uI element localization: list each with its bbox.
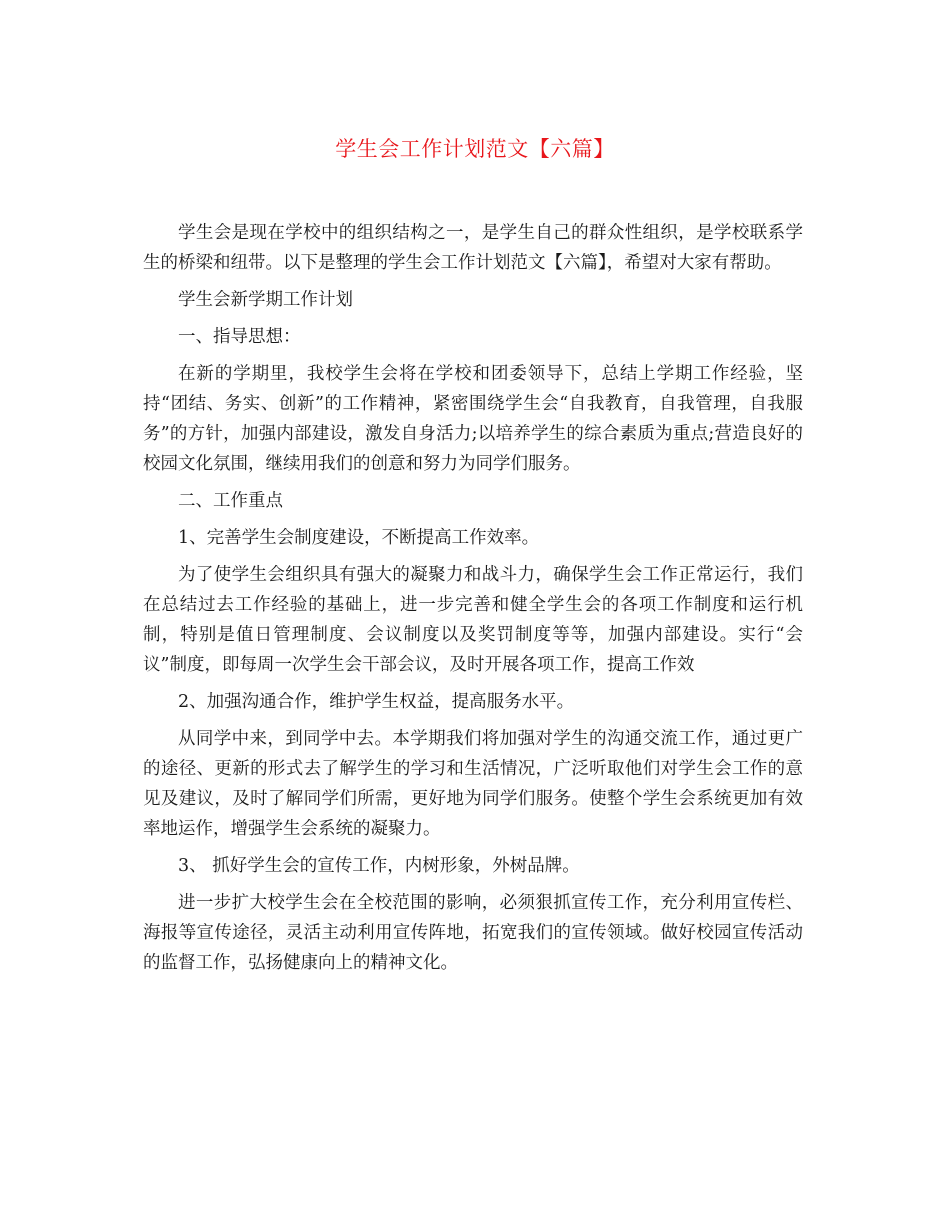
item-2-paragraph: 从同学中来，到同学中去。本学期我们将加强对学生的沟通交流工作，通过更广的途径、更新的形式去了解学生的学习和生活情况，广泛听取他们对学生会工作的意见及建议，及时了解同学们所需，更好地为同学们服务。使整个学生会系统更加有效率地运作，增强学生会系统的凝聚力。 xyxy=(143,729,803,839)
intro-paragraph: 学生会是现在学校中的组织结构之一，是学生自己的群众性组织，是学校联系学生的桥梁和纽带。以下是整理的学生会工作计划范文【六篇】，希望对大家有帮助。 xyxy=(143,223,803,273)
item-3-paragraph: 进一步扩大校学生会在全校范围的影响，必须狠抓宣传工作，充分利用宣传栏、海报等宣传途径，灵活主动利用宣传阵地，拓宽我们的宣传领域。做好校园宣传活动的监督工作，弘扬健康向上的精神文化。 xyxy=(143,893,803,973)
heading-guiding-ideology: 一、指导思想： xyxy=(178,327,301,347)
document-body xyxy=(143,218,803,985)
document-title: 学生会工作计划范文【六篇】 xyxy=(335,137,615,161)
item-1-paragraph: 为了使学生会组织具有强大的凝聚力和战斗力，确保学生会工作正常运行，我们在总结过去工作经验的基础上，进一步完善和健全学生会的各项工作制度和运行机制，特别是值日管理制度、会议制度以及奖罚制度等等，加强内部建设。实行“会议”制度，即每周一次学生会干部会议，及时开展各项工作，提高工作效 xyxy=(143,565,803,675)
item-1-heading: 1、完善学生会制度建设，不断提高工作效率。 xyxy=(178,528,540,548)
paragraph-guiding-ideology: 在新的学期里，我校学生会将在学校和团委领导下，总结上学期工作经验，坚持“团结、务实、创新”的工作精神，紧密围绕学生会“自我教育，自我管理，自我服务”的方针，加强内部建设，激发自身活力;以培养学生的综合素质为重点;营造良好的校园文化氛围，继续用我们的创意和努力为同学们服务。 xyxy=(143,364,803,474)
item-2-heading: 2、加强沟通合作，维护学生权益，提高服务水平。 xyxy=(178,692,575,712)
section-heading-plan: 学生会新学期工作计划 xyxy=(178,290,353,310)
item-3-heading: 3、 抓好学生会的宣传工作，内树形象，外树品牌。 xyxy=(178,856,580,876)
heading-work-focus: 二、工作重点 xyxy=(178,491,283,511)
